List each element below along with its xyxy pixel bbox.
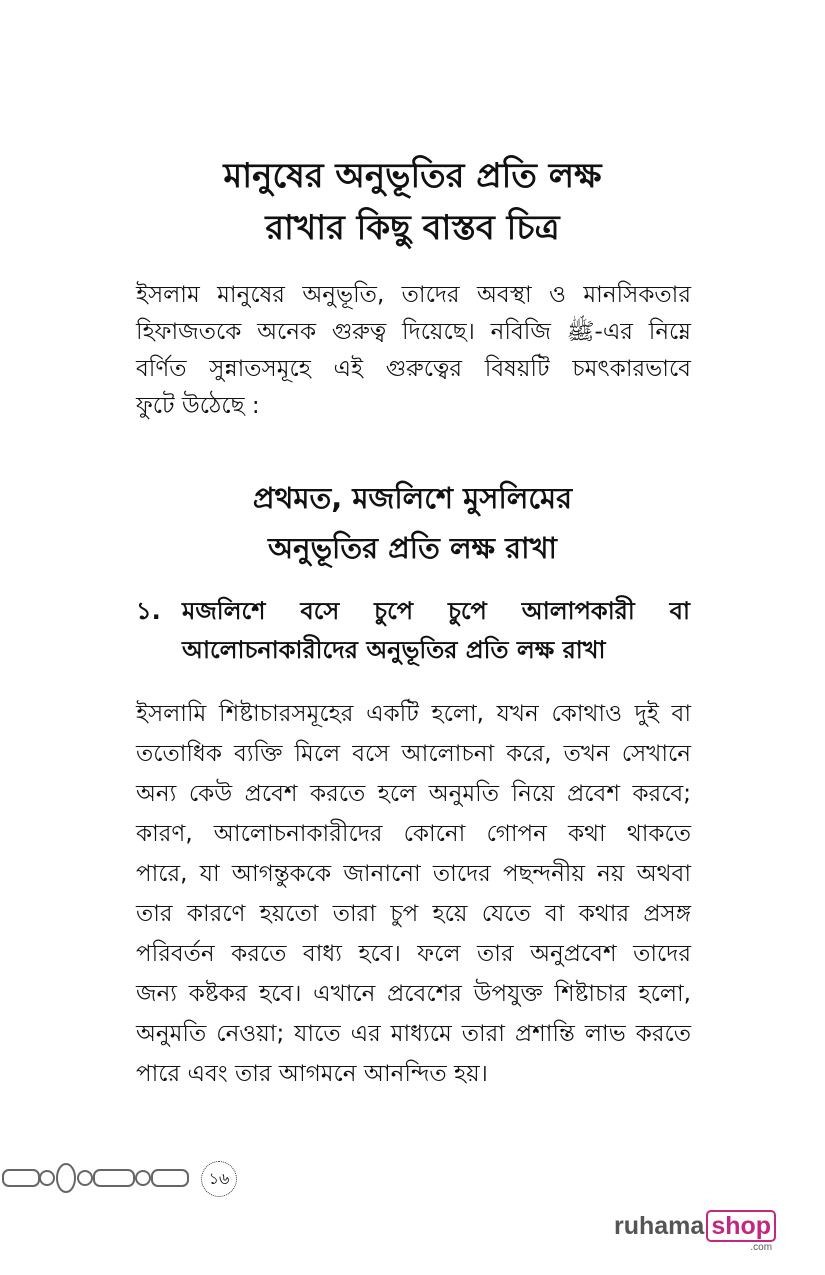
page-title-line-2: রাখার কিছু বাস্তব চিত্র <box>265 208 560 248</box>
body-line: পারে, যা আগন্তুককে জানানো তাদের পছন্দনীয় নয় অথবা <box>136 861 691 887</box>
page-number: ১৬ <box>201 1161 237 1197</box>
item-number: ১. <box>136 597 161 625</box>
section-heading-line-1: প্রথমত, মজলিশে মুসলিমের <box>252 481 573 515</box>
body-line: অন্য কেউ প্রবেশ করতে হলে অনুমতি নিয়ে প্রবেশ করবে; <box>136 781 691 807</box>
body-line: পরিবর্তন করতে বাধ্য হবে। ফলে তার অনুপ্রবেশ তাদের <box>136 941 691 967</box>
intro-line: হিফাজতকে অনেক গুরুত্ব দিয়েছে। নবিজি ﷺ-এর নিম্নে <box>136 319 692 345</box>
page-title-line-1: মানুষের অনুভূতির প্রতি লক্ষ <box>223 156 602 196</box>
item-heading-line: আলোচনাকারীদের অনুভূতির প্রতি লক্ষ রাখা <box>182 636 606 664</box>
logo-text-com: .com <box>750 1242 773 1253</box>
intro-line: ইসলাম মানুষের অনুভূতি, তাদের অবস্থা ও মানসিকতার <box>136 282 691 308</box>
body-line: পারে এবং তার আগমনে আনন্দিত হয়। <box>136 1061 488 1087</box>
footer-ornament-icon <box>0 1160 192 1196</box>
body-line: অনুমতি নেওয়া; যাতে এর মাধ্যমে তারা প্রশান্তি লাভ করতে <box>136 1021 691 1047</box>
body-line: জন্য কষ্টকর হবে। এখানে প্রবেশের উপযুক্ত শিষ্টাচার হলো, <box>136 981 691 1007</box>
item-heading-line: মজলিশে বসে চুপে চুপে আলাপকারী বা <box>182 597 690 625</box>
logo-text-shop: shop <box>706 1210 776 1242</box>
intro-line: ফুটে উঠেছে : <box>136 393 260 419</box>
section-heading-line-2: অনুভূতির প্রতি লক্ষ রাখা <box>268 531 557 565</box>
body-line: তার কারণে হয়তো তারা চুপ হয়ে যেতে বা কথার প্রসঙ্গ <box>136 901 691 927</box>
logo-text-ruhama: ruhama <box>614 1212 705 1240</box>
body-line: ইসলামি শিষ্টাচারসমূহের একটি হলো, যখন কোথাও দুই বা <box>136 701 691 727</box>
body-line: কারণ, আলোচনাকারীদের কোনো গোপন কথা থাকতে <box>136 821 691 847</box>
body-line: ততোধিক ব্যক্তি মিলে বসে আলোচনা করে, তখন সেখানে <box>136 741 691 767</box>
intro-line: বর্ণিত সুন্নাতসমূহে এই গুরুত্বের বিষয়টি চমৎকারভাবে <box>136 356 691 382</box>
ruhamashop-logo <box>614 1212 776 1253</box>
